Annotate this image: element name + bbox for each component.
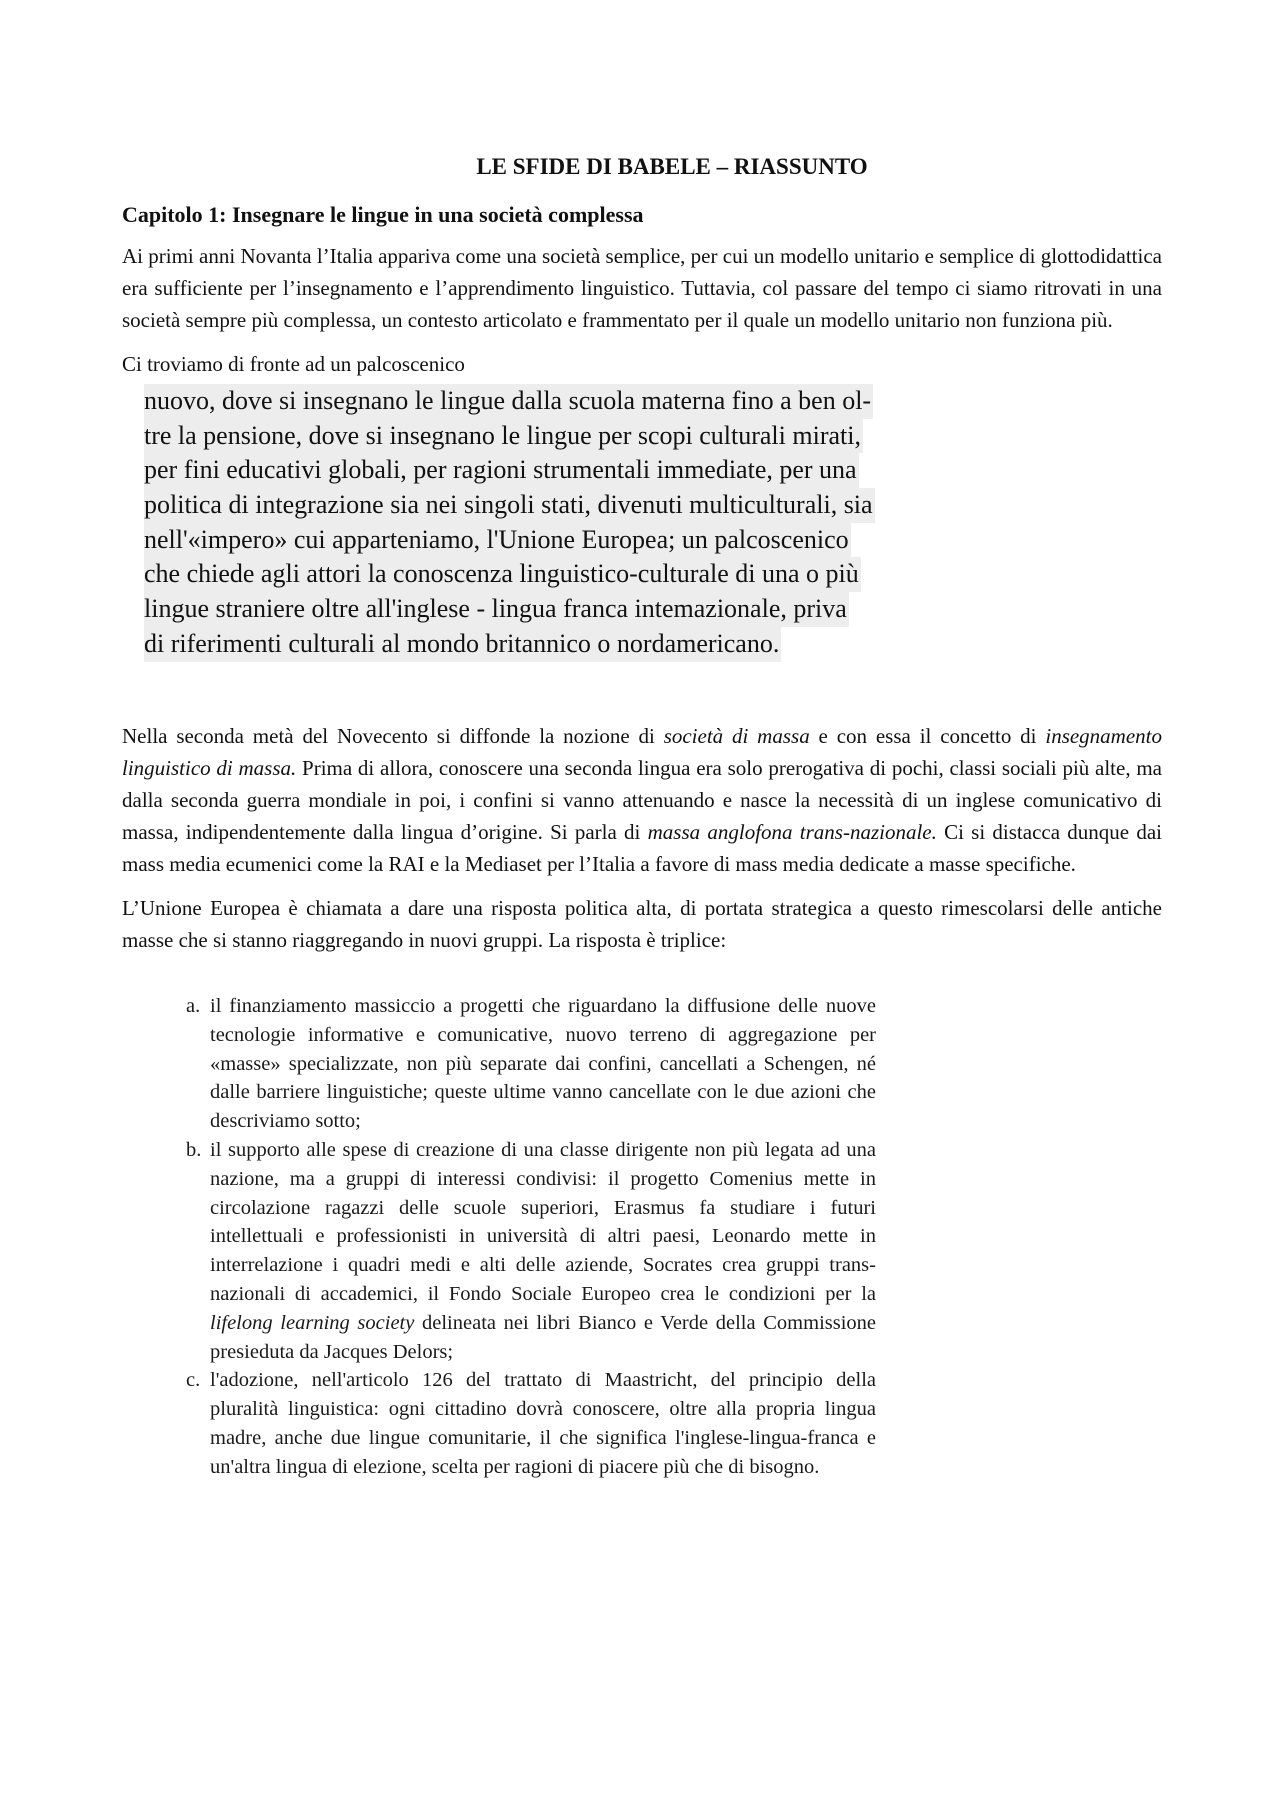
italic-term: lifelong learning society — [210, 1311, 415, 1334]
quote-line: per fini educativi globali, per ragioni strumentali immediate, per una — [144, 453, 859, 488]
text-run: Prima di allora, conoscere una seconda lingua era solo prerogativa di pochi, classi sociali più alte, ma dalla seconda guerra mondiale in poi, i confini si vanno attenuando e nasce la necessità di un inglese comunicativo di massa, indipendentemente dalla lingua d’origine. Si parla di — [122, 756, 1162, 844]
quote-line: che chiede agli attori la conoscenza linguistico-culturale di una o più — [144, 557, 861, 592]
text-run: delineata nei libri Bianco e Verde della Commissione presieduta da Jacques Delors; — [210, 1311, 877, 1363]
paragraph-intro: Ai primi anni Novanta l’Italia appariva come una società semplice, per cui un modello unitario e semplice di glottodidattica era sufficiente per l’insegnamento e l’apprendimento linguistico. Tuttavia, col passare del tempo ci siamo ritrovati in una società sempre più complessa, un contesto articolato e frammentato per il quale un modello unitario non funziona più. — [122, 244, 1162, 332]
paragraph-mass-society — [122, 720, 1162, 880]
list-marker: a. — [186, 995, 201, 1017]
text-run: Ci si distacca dunque dai mass media ecumenici come la RAI e la Mediaset per l’Italia a favore di mass media dedicate a masse specifiche. — [122, 820, 1163, 876]
list-item-c — [186, 1366, 876, 1481]
list-marker: c. — [186, 1369, 201, 1392]
document-title: LE SFIDE DI BABELE – RIASSUNTO — [476, 154, 868, 179]
document-page — [122, 150, 1162, 1482]
quote-block-list — [186, 992, 876, 1482]
quote-block-stage — [144, 384, 999, 704]
list-item-a — [186, 992, 876, 1136]
quote-line: lingue straniere oltre all'inglese - lingua franca intemazionale, priva — [144, 592, 849, 627]
text-run: Nella seconda metà del Novecento si diffonde la nozione di — [122, 724, 664, 748]
list-item-text — [210, 1136, 876, 1366]
text-run: e con essa il concetto di — [809, 724, 1046, 748]
quote-line: politica di integrazione sia nei singoli stati, divenuti multiculturali, sia — [144, 488, 875, 523]
quote-line: nuovo, dove si insegnano le lingue dalla scuola materna fino a ben ol- — [144, 384, 873, 419]
list-item-text: il finanziamento massiccio a progetti che riguardano la diffusione delle nuove tecnologie informative e comunicative, nuovo terreno di aggregazione per «masse» specializzate, non più separate dai confini, cancellati a Schengen, né dalle barriere linguistiche; queste ultime vanno cancellate con le due azioni che descriviamo sotto; — [210, 995, 876, 1133]
list-marker: b. — [186, 1138, 202, 1161]
chapter-title: Capitolo 1: Insegnare le lingue in una società complessa — [122, 202, 644, 227]
list-item-text: l'adozione, nell'articolo 126 del trattato di Maastricht, del principio della pluralità linguistica: ogni cittadino dovrà conoscere, oltre alla propria lingua madre, anche due lingue comunitarie, il che significa l'inglese-lingua-franca e un'altra lingua di elezione, scelta per ragioni di piacere più che di bisogno. — [210, 1369, 876, 1478]
quote-line: di riferimenti culturali al mondo britannico o nordamericano. — [144, 627, 781, 662]
italic-term: società di massa — [663, 724, 810, 748]
quote-line: tre la pensione, dove si insegnano le lingue per scopi culturali mirati, — [144, 419, 863, 454]
paragraph-stage: Ci troviamo di fronte ad un palcoscenico — [122, 352, 465, 376]
italic-term: insegnamento linguistico di massa. — [122, 724, 1163, 780]
italic-term: massa anglofona trans-nazionale. — [647, 820, 937, 844]
paragraph-eu-response: L’Unione Europea è chiamata a dare una risposta politica alta, di portata strategica a questo rimescolarsi delle antiche masse che si stanno riaggregando in nuovi gruppi. La risposta è triplice: — [122, 896, 1162, 952]
list-item-b — [186, 1136, 876, 1366]
quote-line: nell'«impero» cui apparteniamo, l'Unione Europea; un palcoscenico — [144, 523, 851, 558]
text-run: il supporto alle spese di creazione di una classe dirigente non più legata ad una nazione, ma a gruppi di interessi condivisi: il progetto Comenius mette in circolazione ragazzi delle scuole superiori, Erasmus fa studiare i futuri intellettuali e professionisti in università di altri paesi, Leonardo mette in interrelazione i quadri medi e alti delle aziende, Socrates crea gruppi trans-nazionali di accademici, il Fondo Sociale Europeo crea le condizioni per la — [210, 1138, 876, 1305]
